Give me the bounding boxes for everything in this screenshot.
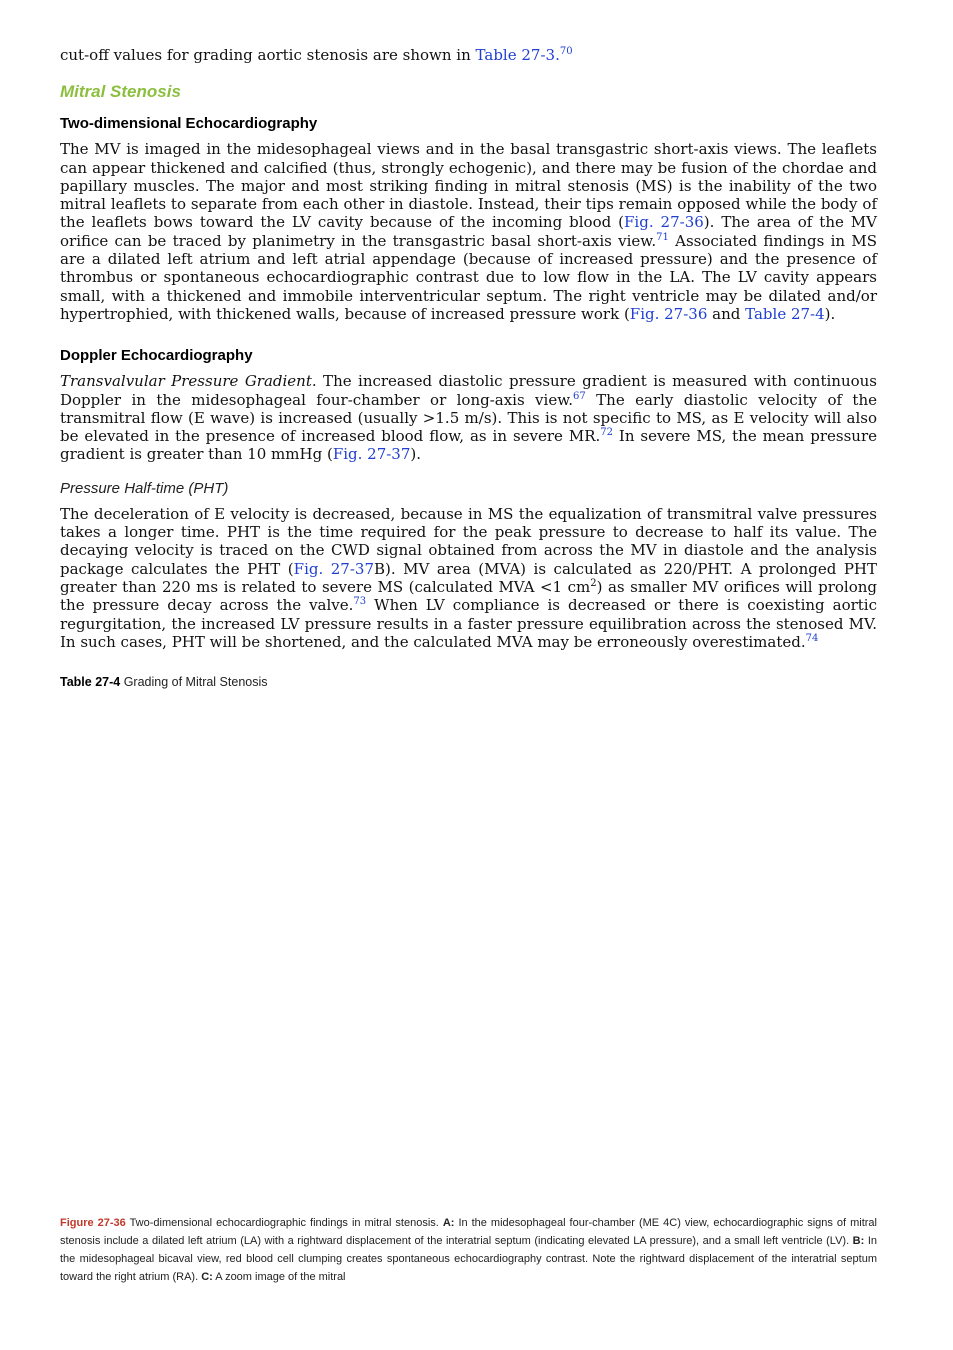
figure-caption-text-4: A zoom image of the mitral — [212, 1271, 346, 1283]
doppler-text-2: The early diastolic velocity of the transmitral flow (E wave) is increased (usually >1.5 m/s). This is not specific to MS, as E velocity will also be elevated in the presence of increased blood flow, as in severe MR. — [60, 390, 877, 446]
pht-text-1: The deceleration of E velocity is decreased, because in MS the equalization of transmitral valve pressures takes a longer time. PHT is the time required for the peak pressure to decrease to half its value. The decaying velocity is traced on the CWD signal obtained from across the MV in diastole and the analysis package calculates the PHT ( — [60, 504, 877, 578]
figure-caption-text-1: Two-dimensional echocardiographic findings in mitral stenosis. — [125, 1217, 443, 1229]
page-content — [60, 46, 877, 689]
doppler-text-3: In severe MS, the mean pressure gradient is greater than 10 mmHg ( — [60, 427, 877, 464]
panel-c-label: C: — [201, 1271, 213, 1283]
intro-paragraph — [60, 46, 877, 64]
ref-73[interactable]: 73 — [353, 596, 367, 608]
figure-caption-text-2: In the midesophageal four-chamber (ME 4C) view, echocardiographic signs of mitral stenosis include a dilated left atrium (LA) with a rightward displacement of the interatrial septum (indicating elevated LA pressure), and a small left ventricle (LV). — [60, 1217, 877, 1247]
two-d-heading: Two-dimensional Echocardiography — [60, 115, 318, 133]
figure-caption — [60, 1214, 877, 1286]
doppler-lead: Transvalvular Pressure Gradient — [60, 372, 312, 391]
doppler-heading: Doppler Echocardiography — [60, 347, 253, 365]
doppler-section — [60, 347, 877, 463]
two-d-text-1: The MV is imaged in the midesophageal views and in the basal transgastric short-axis views. The leaflets can appear thickened and calcified (thus, strongly echogenic), and there may be fusion of the chordae and papillary muscles. The major and most striking finding in mitral stenosis (MS) is the inability of the two mitral leaflets to separate from each other in diastole. Instead, their tips remain opposed while the body of the leaflets bows toward the LV cavity because of the incoming blood ( — [60, 140, 877, 232]
doppler-text-4: ). — [410, 445, 422, 464]
figure-label: Figure 27-36 — [60, 1217, 126, 1229]
two-d-section — [60, 115, 877, 323]
pht-text-3: ) as smaller MV orifices will prolong the pressure decay across the valve. — [60, 577, 877, 615]
pht-heading: Pressure Half-time (PHT) — [60, 479, 229, 497]
doppler-paragraph — [60, 372, 877, 463]
ref-74[interactable]: 74 — [805, 632, 819, 644]
table-caption — [60, 675, 877, 689]
figure-caption-text-3: In the midesophageal bicaval view, red blood cell clumping creates spontaneous echocardiography contrast. Note the rightward displacement of the interatrial septum toward the right atrium (RA). — [60, 1235, 877, 1283]
table-27-4-link[interactable]: Table 27-4 — [745, 304, 825, 323]
two-d-text-5: ). — [824, 304, 836, 323]
doppler-text-1: . The increased diastolic pressure gradient is measured with continuous Doppler in the midesophageal four-chamber or long-axis view. — [60, 372, 877, 409]
table-27-3-link[interactable]: Table 27-3. — [475, 46, 560, 64]
fig-27-37-link-2[interactable]: Fig. 27-37 — [293, 559, 374, 578]
pht-paragraph — [60, 505, 877, 651]
ref-71[interactable]: 71 — [656, 231, 669, 243]
fig-27-37-link[interactable]: Fig. 27-37 — [332, 445, 411, 464]
fig-27-36-link-2[interactable]: Fig. 27-36 — [629, 304, 708, 323]
two-d-text-3: Associated findings in MS are a dilated left atrium and left atrial appendage (because of increased pressure) and the presence of thrombus or spontaneous echocardiographic contrast due to low flow in the LA. The LV cavity appears small, with a thickened and immobile interventricular septum. The right ventricle may be dilated and/or hypertrophied, with thickened walls, because of increased pressure work ( — [60, 231, 877, 323]
two-d-paragraph — [60, 140, 877, 323]
squared-superscript: 2 — [590, 577, 597, 589]
section-title: Mitral Stenosis — [60, 82, 181, 102]
panel-a-label: A: — [442, 1217, 455, 1229]
panel-b-label: B: — [852, 1235, 865, 1247]
fig-27-36-link[interactable]: Fig. 27-36 — [624, 213, 704, 232]
pht-section — [60, 480, 877, 651]
pht-text-4: When LV compliance is decreased or there is coexisting aortic regurgitation, the increased LV pressure results in a faster pressure equilibration across the stenosed MV. In such cases, PHT will be shortened, and the calculated MVA may be erroneously overestimated. — [60, 596, 878, 651]
table-label: Table 27-4 — [60, 675, 121, 690]
two-d-text-4: and — [707, 304, 746, 323]
table-title: Grading of Mitral Stenosis — [120, 675, 268, 690]
ref-67[interactable]: 67 — [573, 390, 586, 402]
pht-text-2: B). MV area (MVA) is calculated as 220/PHT. A prolonged PHT greater than 220 ms is related to severe MS (calculated MVA <1 cm — [60, 559, 878, 596]
ref-70[interactable]: 70 — [559, 46, 573, 57]
ref-72[interactable]: 72 — [600, 427, 613, 439]
two-d-text-2: ). The area of the MV orifice can be traced by planimetry in the transgastric basal short-axis view. — [60, 213, 878, 250]
intro-text: cut-off values for grading aortic stenosis are shown in — [60, 46, 476, 64]
